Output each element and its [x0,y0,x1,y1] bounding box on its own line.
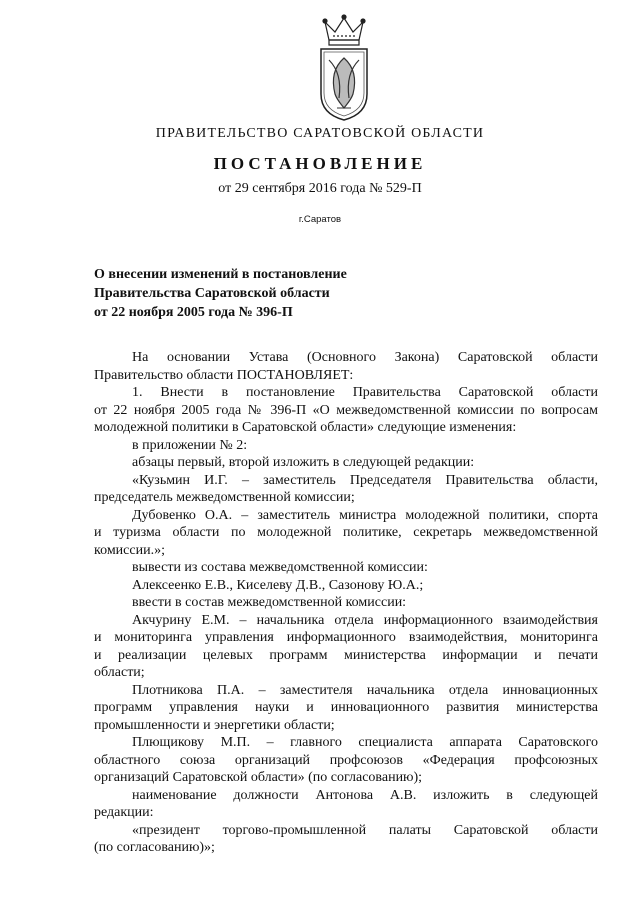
coat-of-arms-icon [315,14,373,124]
body-line: комиссии.»; [94,542,165,558]
body-line: Плющикову М.П. – главного специалиста аппарата Саратовского [132,735,598,750]
organization-name: ПРАВИТЕЛЬСТВО САРАТОВСКОЙ ОБЛАСТИ [155,126,485,141]
subject-line: Правительства Саратовской области [94,286,330,301]
body-line: и мониторинга управления информационного взаимодействия, мониторинга [94,630,598,645]
document-body [94,349,598,857]
body-line: организаций Саратовской области» (по согласованию); [94,770,423,785]
body-line: от 22 ноября 2005 года № 396-П «О межведомственной комиссии по вопросам [94,402,598,418]
body-line: редакции: [94,805,154,820]
body-line: Плотникова П.А. – заместителя начальника отдела инновационных [132,682,598,698]
body-line: программ управления науки и инновационного развития министерства [94,700,598,715]
document-date-number: от 29 сентября 2016 года № 529-П [218,181,422,196]
body-line: «президент торгово-промышленной палаты Саратовской области [132,822,598,838]
body-line: Акчурину Е.М. – начальника отдела информационного взаимодействия [132,612,598,628]
subject-line: от 22 ноября 2005 года № 396-П [94,305,293,320]
body-line: областного союза организаций профсоюзов «Федерация профсоюзных [94,752,598,768]
body-line: области; [94,665,145,680]
body-line: председатель межведомственной комиссии; [94,490,355,505]
body-line: «Кузьмин И.Г. – заместитель Председателя Правительства области, [132,472,598,488]
body-line: в приложении № 2: [132,437,248,453]
body-line: и реализации целевых программ министерства информации и печати [94,647,598,663]
body-line: ввести в состав межведомственной комиссии: [132,595,407,610]
body-line: наименование должности Антонова А.В. изложить в следующей [132,787,598,803]
body-line: Правительство области ПОСТАНОВЛЯЕТ: [94,367,354,383]
body-line: и туризма области по молодежной политике, секретарь межведомственной [94,525,598,540]
body-line: абзацы первый, второй изложить в следующей редакции: [132,455,475,470]
body-line: (по согласованию)»; [94,840,215,855]
subject-line: О внесении изменений в постановление [94,267,347,282]
body-line: промышленности и энергетики области; [94,717,335,733]
body-line: На основании Устава (Основного Закона) Саратовской области [132,350,598,365]
body-line: Алексеенко Е.В., Киселеву Д.В., Сазонову Ю.А.; [132,577,424,593]
body-line: 1. Внести в постановление Правительства Саратовской области [132,385,598,400]
body-line: молодежной политики в Саратовской области» следующие изменения: [94,420,517,435]
document-type: ПОСТАНОВЛЕНИЕ [213,154,427,173]
body-line: Дубовенко О.А. – заместитель министра молодежной политики, спорта [132,507,598,523]
body-line: вывести из состава межведомственной комиссии: [132,560,428,575]
city-label: г.Саратов [298,214,342,225]
document-subject [94,265,347,322]
